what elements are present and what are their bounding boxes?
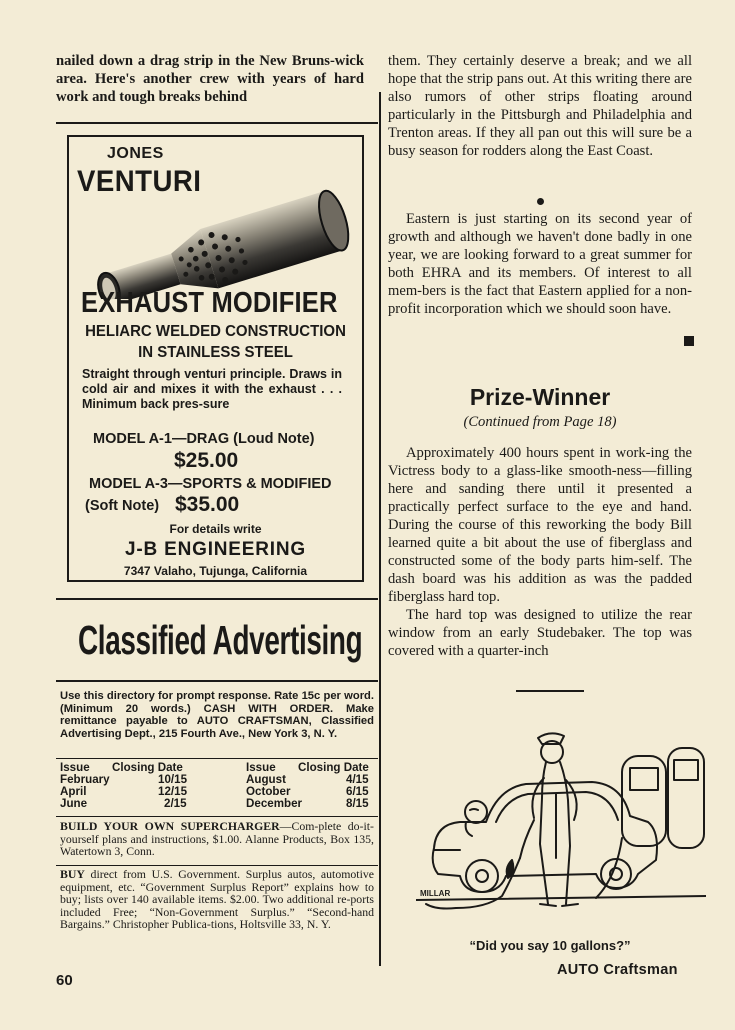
divider [56, 865, 378, 866]
ad-details: For details write [169, 522, 262, 536]
divider [56, 816, 378, 817]
prize-title: Prize-Winner [469, 384, 611, 410]
exhaust-pipe-illustration [69, 169, 364, 299]
ad-headline: EXHAUST MODIFIER [81, 287, 338, 319]
ad-model1: MODEL A-1—DRAG (Loud Note) [93, 431, 315, 447]
ad-price1: $25.00 [174, 449, 239, 472]
ad-brand: JONES [107, 145, 164, 162]
divider [56, 758, 378, 759]
intro-text: nailed down a drag strip in the New Bruns-wick area. Here's another crew with years of hard work and tough breaks behind [56, 53, 364, 105]
page-number: 60 [56, 972, 73, 989]
date-value: 2/15 [164, 797, 187, 810]
header-issue: Issue [60, 761, 90, 774]
ad-address: 7347 Valaho, Tujunga, California [123, 564, 308, 578]
ad-price2: $35.00 [175, 493, 240, 516]
header-closing: Closing Date [112, 761, 183, 774]
section-dot [537, 198, 544, 205]
date-value: 8/15 [346, 797, 369, 810]
divider [56, 680, 378, 682]
date-issue: June [60, 797, 88, 810]
magazine-name: AUTO Craftsman [557, 962, 678, 978]
date-value: 6/15 [346, 785, 369, 798]
header-closing: Closing Date [298, 761, 369, 774]
ad-model2: MODEL A-3—SPORTS & MODIFIED [89, 476, 332, 492]
cartoon-signature: MILLAR [420, 889, 451, 898]
prize-para: The hard top was designed to utilize the rear window from an early Studebaker. The top was covered with a quarter-inch [388, 607, 692, 659]
prize-body [388, 444, 692, 660]
divider [56, 122, 378, 124]
classified-ad-surplus [60, 868, 374, 931]
ad-text: direct from U.S. Government. Surplus autos, automotive equipment, etc. “Government Surplus Report” explains how to buy; lists over 140 available items. $2.00. Two additional re-ports included Free; “Non-Government Surplus.” “Second-hand Bargains.” Christopher Publica-tions, Holtsville 33, N. Y. [60, 867, 374, 931]
column-rule [379, 92, 381, 966]
date-value: 12/15 [158, 785, 188, 798]
header-issue: Issue [246, 761, 276, 774]
ad-text: —Com-plete do-it-yourself plans and instructions, $1.00. Alanne Products, Box 135, Watertown 3, Conn. [60, 819, 374, 858]
ad-description: Straight through venturi principle. Draws in cold air and mixes it with the exhaust . . . Minimum back pres-sure [82, 367, 342, 411]
classified-title: Classified Advertising [78, 617, 363, 663]
cartoon-caption: “Did you say 10 gallons?” [469, 938, 631, 953]
venturi-advertisement [67, 135, 364, 582]
article-text: them. They certainly deserve a break; and we all hope that the strip pans out. At this writing there are also rumors of other strips floating around particularly in the Pittsburgh and Philadelphia and Trenton areas. If they all pan out this will sure be a busy season for rodders along the East Coast. [388, 53, 692, 159]
date-issue: December [246, 797, 303, 810]
date-issue: April [60, 785, 87, 798]
ad-sub2: IN STAINLESS STEEL [138, 343, 293, 362]
ad-model2-note: (Soft Note) [85, 498, 160, 514]
ad-heading: BUILD YOUR OWN SUPERCHARGER [60, 819, 280, 833]
ad-heading: BUY [60, 867, 85, 881]
prize-para: Approximately 400 hours spent in work-ing the Victress body to a glass-like smooth-ness—filling here and sanding there until it presented a practically perfect surface to the eye and hand. During the course of this reworking the body Bill learned quite a bit about the use of fiberglass and constructed some of the body parts him-self. The dash board was his addition as was the padded fiberglass hard top. [388, 445, 692, 605]
date-value: 4/15 [346, 773, 369, 786]
ad-sub1: HELIARC WELDED CONSTRUCTION [85, 322, 346, 341]
end-mark [684, 336, 694, 346]
gas-station-cartoon [416, 728, 706, 950]
ad-company: J-B ENGINEERING [125, 539, 306, 560]
continued-note: (Continued from Page 18) [463, 414, 617, 430]
date-value: 10/15 [158, 773, 188, 786]
article-text: Eastern is just starting on its second year of growth and although we haven't done badly in one year, we are looking forward to a great summer for both EHRA and its members. Of interest to all mem-bers is the fact that Eastern applied for a non-profit incorporation which we should soon have. [388, 211, 692, 317]
date-issue: August [246, 773, 286, 786]
closing-dates-table [60, 762, 376, 814]
date-issue: October [246, 785, 291, 798]
classified-intro: Use this directory for prompt response. Rate 15c per word. (Minimum 20 words.) CASH WITH ORDER. Make remittance payable to AUTO CRAFTSMAN, Classified Advertising Dept., 215 Fourth Ave., New York 3, N. Y. [60, 690, 374, 740]
ad-product: VENTURI [77, 165, 202, 198]
classified-ad-supercharger [60, 820, 374, 858]
divider [516, 690, 584, 692]
date-issue: February [60, 773, 110, 786]
divider [56, 598, 378, 600]
